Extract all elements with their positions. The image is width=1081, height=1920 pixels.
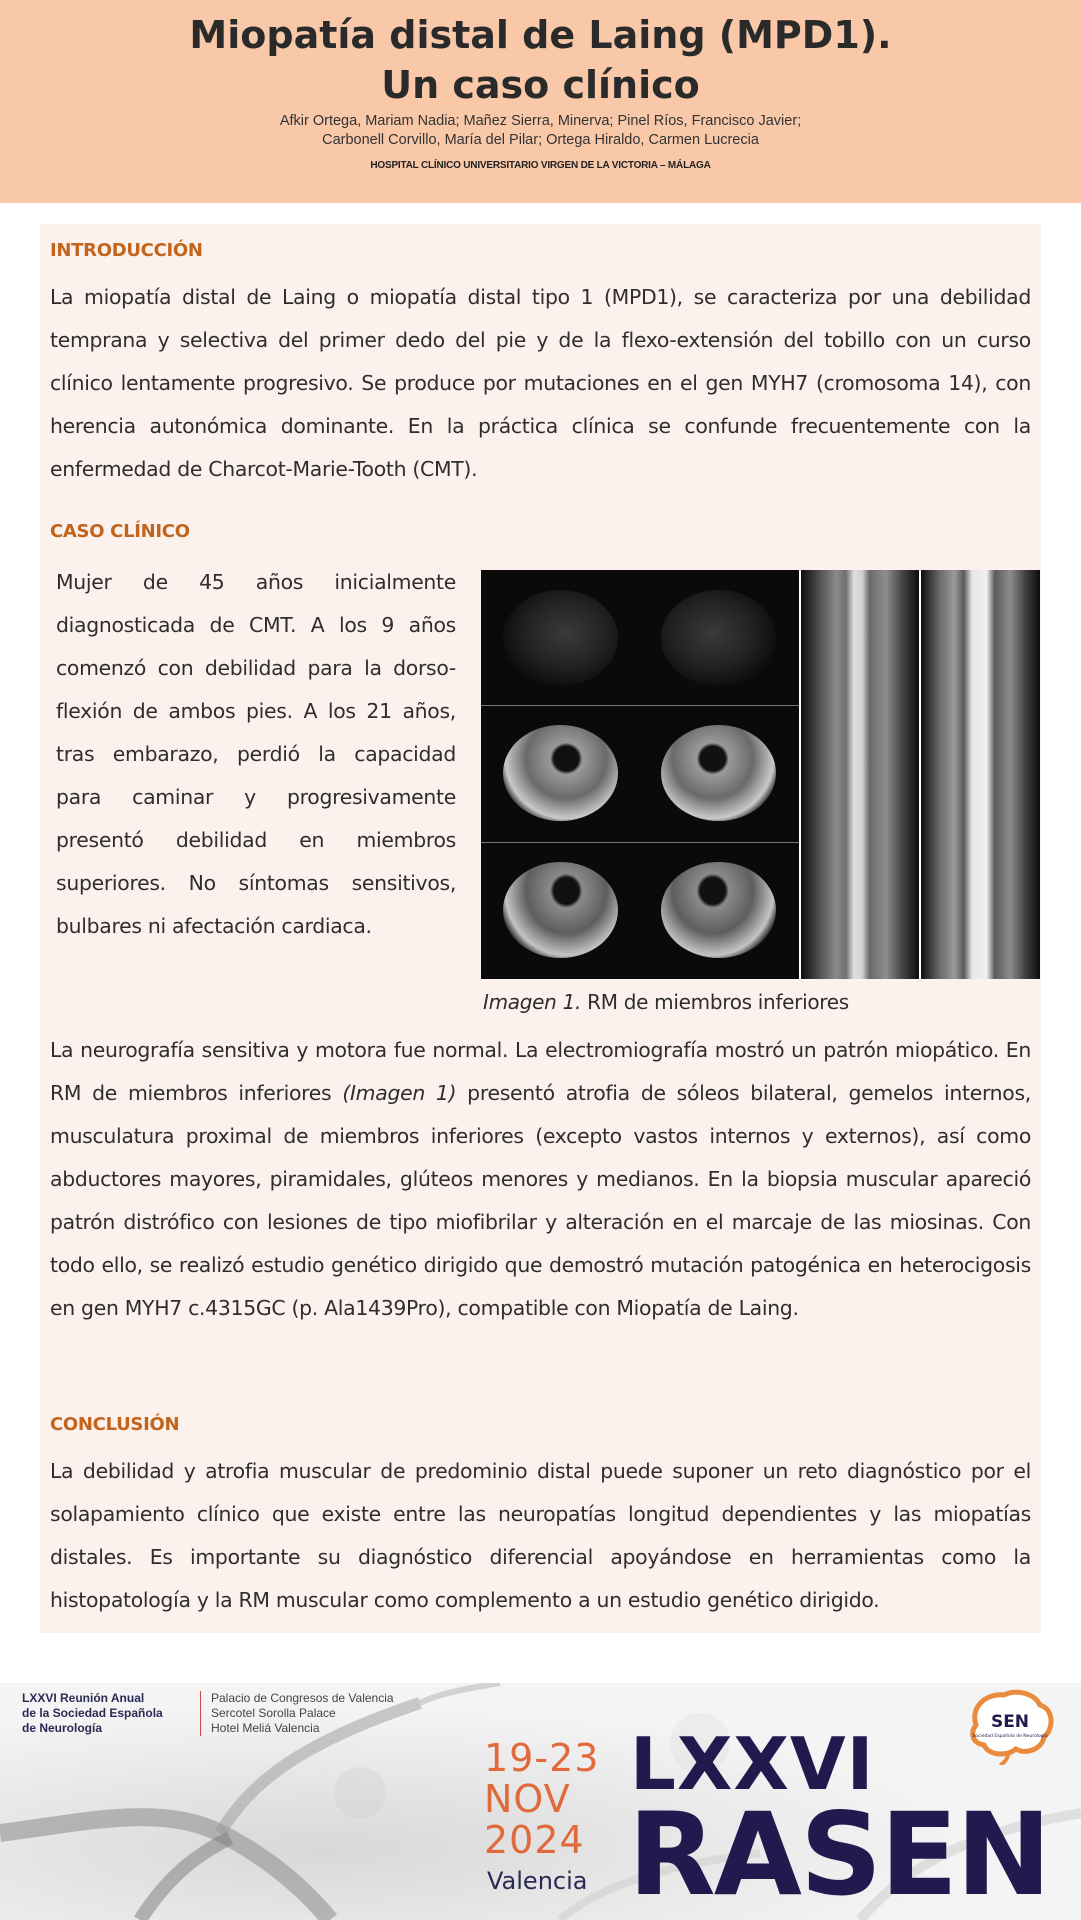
case-text-2-a: La neurografía sensitiva y motora fue normal. La electromiografía mostró un patrón miopático. En RM de miembros inferiores	[50, 1038, 1031, 1105]
title-line-1: Miopatía distal de Laing (MPD1).	[189, 13, 892, 57]
logo-text: SEN	[990, 1712, 1030, 1732]
event-name: RASEN	[628, 1788, 1050, 1920]
venue-line-3: Hotel Meliá Valencia	[211, 1721, 320, 1735]
mri-axial-panel	[481, 570, 799, 979]
case-text-2	[50, 1029, 1031, 1330]
intro-heading: INTRODUCCIÓN	[50, 240, 203, 261]
title-line-2: Un caso clínico	[381, 63, 700, 107]
event-edition: LXXVI	[630, 1722, 875, 1806]
image-caption	[483, 990, 1043, 1014]
case-heading: CASO CLÍNICO	[50, 521, 190, 542]
intro-text: La miopatía distal de Laing o miopatía distal tipo 1 (MPD1), se caracteriza por una debilidad temprana y selectiva del primer dedo del pie y de la flexo-extensión del tobillo con un curso clínico lentamente progresivo. Se produce por mutaciones en el gen MYH7 (cromosoma 14), con herencia autonómica dominante. En la práctica clínica se confunde frecuentemente con la enfermedad de Charcot-Marie-Tooth (CMT).	[50, 285, 1031, 481]
organizer	[22, 1691, 163, 1736]
mri-coronal-right	[921, 570, 1040, 979]
logo-subtext: Sociedad Española de Neurología	[972, 1734, 1048, 1739]
authors-line-2: Carbonell Corvillo, María del Pilar; Ortega Hiraldo, Carmen Lucrecia	[322, 132, 759, 148]
venue-list	[200, 1691, 394, 1736]
authors	[0, 112, 1081, 150]
org-line-3: de Neurología	[22, 1721, 103, 1735]
mri-image	[481, 570, 1040, 979]
poster-title	[0, 0, 1081, 110]
poster-header	[0, 0, 1081, 203]
org-line-1: LXXVI Reunión Anual	[22, 1691, 145, 1705]
authors-line-1: Afkir Ortega, Mariam Nadia; Mañez Sierra, Minerva; Pinel Ríos, Francisco Javier;	[279, 113, 802, 129]
case-text-1: Mujer de 45 años inicialmente diagnosticada de CMT. A los 9 años comenzó con debilidad para la dorso-flexión de ambos pies. A los 21 años, tras embarazo, perdió la capacidad para caminar y progresivamente presentó debilidad en miembros superiores. No síntomas sensitivos, bulbares ni afectación cardiaca.	[56, 570, 456, 938]
sen-logo	[964, 1687, 1056, 1765]
event-dates	[484, 1738, 599, 1861]
dates-year: 2024	[484, 1818, 585, 1862]
image-reference: (Imagen 1)	[342, 1081, 457, 1105]
event-banner	[0, 1683, 1081, 1920]
caption-label: Imagen 1.	[483, 990, 582, 1014]
mri-coronal-left	[801, 570, 919, 979]
hospital-affiliation: HOSPITAL CLÍNICO UNIVERSITARIO VIRGEN DE LA VICTORIA – MÁLAGA	[370, 160, 711, 171]
case-text-2-b: presentó atrofia de sóleos bilateral, gemelos internos, musculatura proximal de miembros inferiores (excepto vastos internos y externos), así como abductores mayores, piramidales, glúteos menores y medianos. En la biopsia muscular apareció patrón distrófico con lesiones de tipo miofibrilar y alteración en el marcaje de las miosinas. Con todo ello, se realizó estudio genético dirigido que demostró mutación patogénica en heterocigosis en gen MYH7 c.4315GC (p. Ala1439Pro), compatible con Miopatía de Laing.	[50, 1081, 1031, 1320]
venue-line-1: Palacio de Congresos de Valencia	[211, 1691, 394, 1705]
venue-line-2: Sercotel Sorolla Palace	[211, 1706, 336, 1720]
event-city: Valencia	[487, 1867, 588, 1895]
content-panel	[40, 224, 1041, 1633]
dates-days: 19-23	[484, 1736, 600, 1780]
org-line-2: de la Sociedad Española	[22, 1706, 163, 1720]
mri-axial-row-2	[481, 707, 799, 843]
conclusion-heading: CONCLUSIÓN	[50, 1414, 180, 1435]
mri-axial-row-1	[481, 570, 799, 706]
mri-axial-row-3	[481, 844, 799, 979]
dates-month: NOV	[484, 1777, 571, 1821]
conclusion-text: La debilidad y atrofia muscular de predominio distal puede suponer un reto diagnóstico por el solapamiento clínico que existe entre las neuropatías longitud dependientes y las miopatías distales. Es importante su diagnóstico diferencial apoyándose en herramientas como la histopatología y la RM muscular como complemento a un estudio genético dirigido.	[50, 1459, 1031, 1612]
caption-text: RM de miembros inferiores	[581, 990, 849, 1014]
